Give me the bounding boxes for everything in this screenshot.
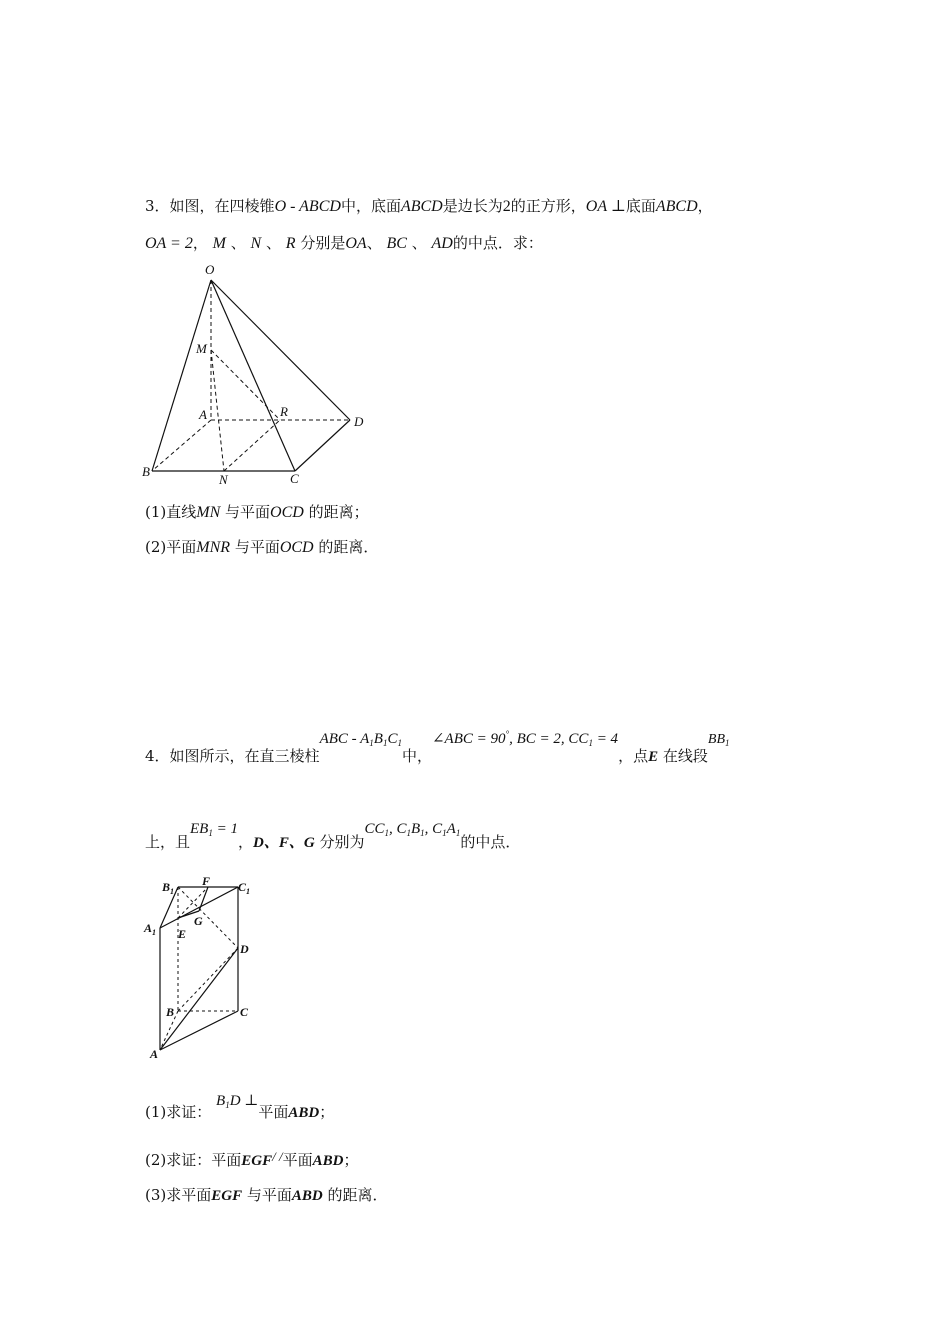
segment-AD — [160, 948, 238, 1050]
math-expression: AD — [431, 235, 453, 252]
text: 如图，在四棱锥 — [169, 197, 275, 215]
text: (1)求证： — [145, 1103, 212, 1121]
text: 与平面 — [246, 1186, 292, 1204]
math-expression-prism: ABC - $A_1B_1C_1$ — [319, 731, 402, 748]
text: 的距离． — [327, 1186, 388, 1204]
problem-number: 3． — [145, 197, 170, 215]
math-expression: MN — [196, 504, 221, 521]
math-expression: O - ABCD — [274, 198, 341, 215]
text: 分别是 — [300, 234, 346, 252]
problem4-question3 — [145, 1185, 388, 1206]
label-A: A — [199, 407, 207, 422]
edge-OD — [211, 280, 350, 420]
label-C1: $C_1$ — [238, 880, 251, 896]
text: 、 — [411, 234, 427, 252]
edge-OB — [152, 280, 211, 471]
math-expression-midpoints: $CC_1$, $C_1B_1$, $C_1A_1$ — [364, 821, 461, 838]
label-R: R — [280, 404, 288, 419]
math-expression: ABCD — [400, 198, 443, 215]
label-O: O — [205, 262, 215, 277]
label-B: B — [142, 464, 150, 479]
math-expression-angle: ∠ABC = 90°, BC = 2, $CC_1 = 4$ — [431, 729, 619, 748]
problem3-statement-line1 — [145, 196, 713, 217]
text: (2)平面 — [145, 538, 197, 556]
edge-CD — [295, 420, 350, 471]
label-A: A — [150, 1047, 159, 1061]
problem4-statement-line2 — [145, 821, 521, 857]
problem3-statement-line2 — [145, 233, 543, 254]
problem3-question2 — [145, 537, 378, 558]
math-expression: BC — [386, 235, 407, 252]
problem4-statement-line1 — [145, 729, 730, 771]
math-expression: OCD — [279, 539, 314, 556]
label-A1: $A_1$ — [144, 921, 157, 937]
math-expression: OA = 2 — [145, 235, 193, 252]
math-expression: E — [648, 749, 659, 765]
math-expression: EGF — [241, 1153, 273, 1169]
text: 如图所示，在直三棱柱 — [169, 747, 320, 765]
label-N: N — [219, 472, 228, 487]
label-B: B — [166, 1005, 175, 1019]
text: 、 — [266, 234, 282, 252]
math-expression: OCD — [270, 504, 304, 521]
text: ，点 — [618, 747, 649, 765]
math-expression: R — [285, 235, 296, 252]
text: 、 — [230, 234, 246, 252]
text: 的正方形， — [510, 197, 586, 215]
segment-MR — [211, 350, 280, 420]
segment-B1D — [178, 887, 238, 948]
math-expression: ABD — [291, 1188, 323, 1204]
math-expression: ABCD — [655, 198, 698, 215]
label-D: D — [240, 942, 249, 956]
segment-FG — [199, 887, 208, 911]
parallel-symbol: / / — [272, 1149, 283, 1164]
text: 中，底面 — [340, 197, 401, 215]
segment-NR — [224, 420, 280, 471]
problem4-question1 — [145, 1093, 335, 1127]
pyramid-figure — [130, 258, 390, 490]
label-M: M — [196, 341, 207, 356]
math-expression: EGF — [211, 1188, 243, 1204]
label-C: C — [240, 1005, 249, 1019]
text: ； — [343, 1151, 359, 1169]
segment-MN — [211, 350, 224, 471]
math-expression: 2 — [502, 198, 511, 215]
math-expression-eb1: $EB_1 = 1$ — [190, 821, 238, 838]
math-expression: OA ⊥ — [585, 198, 626, 215]
text: 上，且 — [145, 833, 191, 851]
text: 与平面 — [234, 538, 280, 556]
text: ； — [319, 1103, 335, 1121]
label-C: C — [290, 471, 299, 486]
text: 是边长为 — [442, 197, 503, 215]
problem-number: 4． — [145, 747, 170, 765]
math-expression-bb1: $BB_1$ — [707, 732, 730, 748]
math-expression: MNR — [196, 539, 231, 556]
problem4-question2 — [145, 1150, 358, 1171]
text: ， — [192, 234, 208, 252]
text: ， — [697, 197, 713, 215]
math-expression: ABD — [312, 1153, 344, 1169]
label-E: E — [178, 927, 187, 941]
text: 与平面 — [225, 503, 271, 521]
text: 平面 — [258, 1103, 289, 1121]
text: 中， — [401, 747, 432, 765]
math-expression-b1d: $B_1D$ ⊥ — [216, 1093, 259, 1110]
text: (2)求证：平面 — [145, 1151, 242, 1169]
text: 分别为 — [319, 833, 365, 851]
math-expression: M — [212, 235, 226, 252]
text: 的中点．求： — [452, 234, 543, 252]
text: 的中点． — [460, 833, 521, 851]
text: (3)求平面 — [145, 1186, 212, 1204]
edge-AB — [152, 420, 211, 471]
text: 的距离； — [308, 503, 369, 521]
math-expression: OA — [345, 235, 367, 252]
label-F: F — [202, 874, 211, 888]
edge-OC — [211, 280, 295, 471]
segment-BD — [178, 948, 238, 1011]
label-D: D — [354, 414, 364, 429]
text: ， — [237, 833, 253, 851]
math-expression: D、F、G — [252, 835, 315, 851]
label-B1: $B_1$ — [162, 880, 175, 896]
text: 底面 — [625, 197, 656, 215]
prism-figure — [140, 872, 260, 1062]
text: 、 — [366, 234, 382, 252]
problem3-question1 — [145, 502, 369, 523]
text: 平面 — [282, 1151, 313, 1169]
text: 在线段 — [662, 747, 708, 765]
text: (1)直线 — [145, 503, 197, 521]
text: 的距离． — [318, 538, 379, 556]
label-G: G — [194, 914, 203, 928]
math-expression: N — [250, 235, 262, 252]
math-expression: ABD — [288, 1105, 320, 1121]
